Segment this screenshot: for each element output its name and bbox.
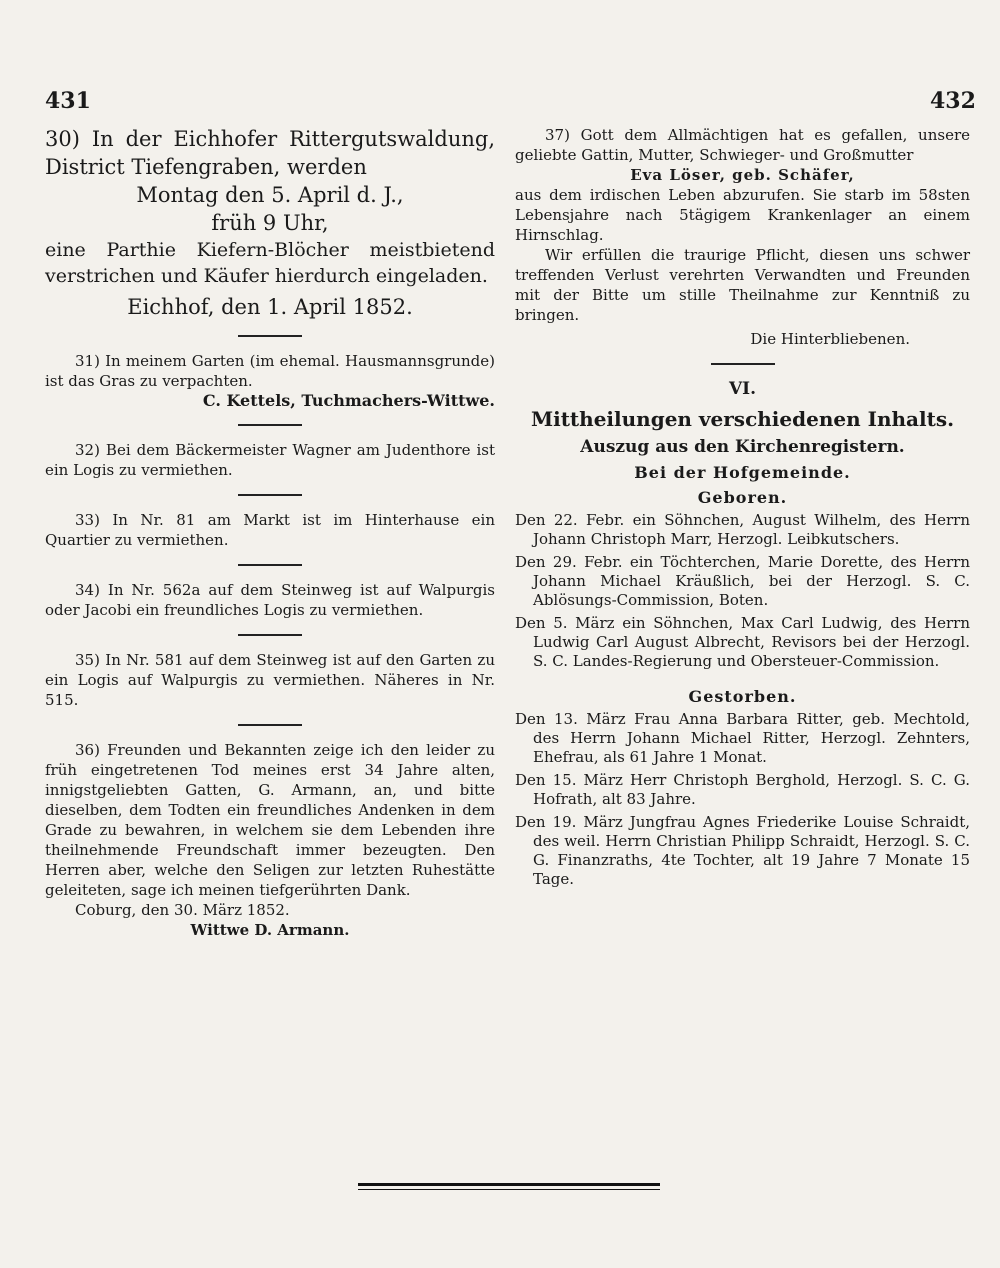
divider [238, 335, 302, 337]
right-column [515, 125, 970, 893]
notice-30-date: Montag den 5. April d. J., [136, 183, 404, 207]
notice-36-text: 36) Freunden und Bekannten zeige ich den leider zu früh eingetretenen Tod meines erst 34 Jahre alten, innigstgeliebten Gatten, G. Armann, an, und bitte dieselben, dem Todten ein freundliches Andenken in dem Grade zu bewahren, in welchem sie dem Lebenden ihre theilnehmende Freundschaft immer bezeugten. Den Herren aber, welche den Seligen zur letzten Ruhestätte geleiteten, sage ich meinen tiefgerührten Dank. [45, 741, 495, 899]
notice-36-sign: Wittwe D. Armann. [190, 921, 350, 939]
divider [238, 634, 302, 636]
notice-30-body: eine Parthie Kiefern-Blöcher meistbietend verstrichen und Käufer hierdurch eingeladen. [45, 239, 495, 287]
page-end-rule [358, 1183, 660, 1190]
notice-33: 33) In Nr. 81 am Markt ist im Hinterhause ein Quartier zu vermiethen. [45, 511, 495, 549]
born-heading: Geboren. [697, 488, 788, 507]
notice-37-name: Eva Löser, geb. Schäfer, [630, 166, 855, 184]
section-number: VI. [728, 379, 757, 399]
notice-30-sign: Eichhof, den 1. April 1852. [127, 295, 413, 319]
left-column [45, 125, 495, 940]
notice-35: 35) In Nr. 581 auf dem Steinweg ist auf den Garten zu ein Logis auf Walpurgis zu vermiethen. Näheres in Nr. 515. [45, 651, 495, 709]
notice-36-place-date: Coburg, den 30. März 1852. [75, 901, 290, 919]
divider [238, 564, 302, 566]
notice-37-text2: aus dem irdischen Leben abzurufen. Sie starb im 58sten Lebensjahre nach 5tägigem Krankenlager an einem Hirnschlag. [515, 186, 970, 244]
birth-entry: Den 22. Febr. ein Söhnchen, August Wilhelm, des Herrn Johann Christoph Marr, Herzogl. Leibkutschers. [515, 511, 970, 548]
notice-37-text3: Wir erfüllen die traurige Pflicht, diesen uns schwer treffenden Verlust verehrten Verwandten und Freunden mit der Bitte um stille Theilnahme zur Kenntniß zu bringen. [515, 246, 970, 324]
notice-30-time: früh 9 Uhr, [211, 211, 329, 235]
notice-34: 34) In Nr. 562a auf dem Steinweg ist auf Walpurgis oder Jacobi ein freundliches Logis zu vermiethen. [45, 581, 495, 619]
notice-31-sign: C. Kettels, Tuchmachers-Wittwe. [202, 391, 495, 410]
death-entry: Den 13. März Frau Anna Barbara Ritter, geb. Mechtold, des Herrn Johann Michael Ritter, Herzogl. Zehnters, Ehefrau, als 61 Jahre 1 Monat. [515, 710, 970, 766]
page-number-right: 432 [930, 88, 976, 114]
death-entry: Den 15. März Herr Christoph Berghold, Herzogl. S. C. G. Hofrath, alt 83 Jahre. [515, 771, 970, 808]
notice-37-sign: Die Hinterbliebenen. [750, 330, 910, 348]
parish-heading: Bei der Hofgemeinde. [634, 463, 851, 482]
birth-entry: Den 29. Febr. ein Töchterchen, Marie Dorette, des Herrn Johann Michael Kräußlich, bei der Herzogl. S. C. Ablösungs-Commission, Boten. [515, 553, 970, 609]
died-heading: Gestorben. [688, 687, 797, 706]
divider [238, 494, 302, 496]
death-entry: Den 19. März Jungfrau Agnes Friederike Louise Schraidt, des weil. Herrn Christian Philipp Schraidt, Herzogl. S. C. G. Finanzraths, 4te Tochter, alt 19 Jahre 7 Monate 15 Tage. [515, 813, 970, 888]
section-title: Mittheilungen verschiedenen Inhalts. [530, 407, 955, 431]
notice-32: 32) Bei dem Bäckermeister Wagner am Judenthore ist ein Logis zu vermiethen. [45, 441, 495, 479]
notice-30-intro: 30) In der Eichhofer Rittergutswaldung, District Tiefengraben, werden [45, 127, 495, 179]
section-subtitle: Auszug aus den Kirchenregistern. [580, 437, 905, 457]
divider [711, 363, 775, 365]
divider [238, 424, 302, 426]
divider [238, 724, 302, 726]
page-number-left: 431 [45, 88, 91, 114]
notice-31-text: 31) In meinem Garten (im ehemal. Hausmannsgrunde) ist das Gras zu verpachten. [45, 352, 495, 390]
notice-37-text: 37) Gott dem Allmächtigen hat es gefallen, unsere geliebte Gattin, Mutter, Schwieger- und Großmutter [515, 126, 970, 164]
birth-entry: Den 5. März ein Söhnchen, Max Carl Ludwig, des Herrn Ludwig Carl August Albrecht, Revisors bei der Herzogl. S. C. Landes-Regierung und Obersteuer-Commission. [515, 614, 970, 670]
